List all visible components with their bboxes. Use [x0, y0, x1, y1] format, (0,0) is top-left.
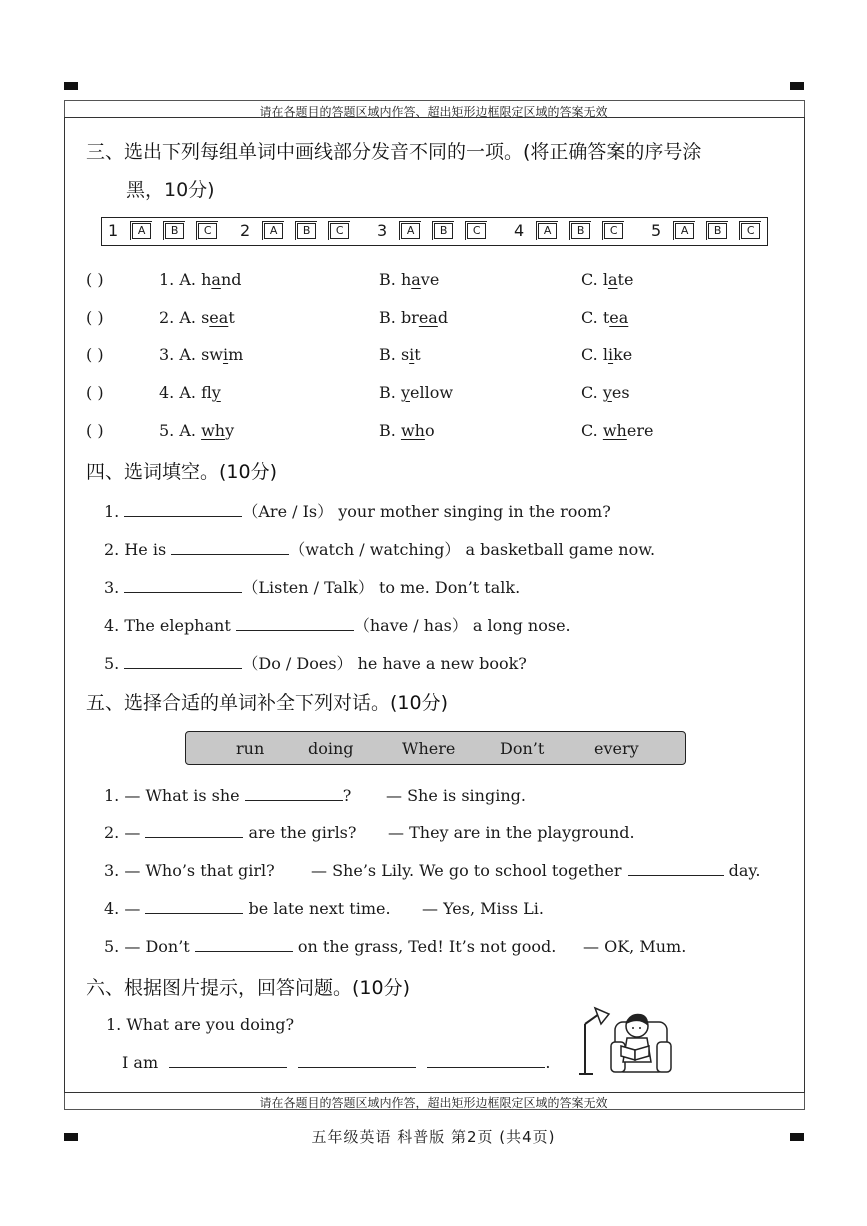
dialog-item-2-answer	[388, 823, 635, 842]
answer-card	[101, 217, 768, 246]
question-label: 4. A.	[159, 383, 202, 402]
dialog-item-3-question	[104, 861, 275, 880]
answer-paren-1[interactable]: ( )	[86, 270, 104, 289]
fill-choices: （Are / Is）	[242, 502, 334, 521]
notice-bottom: 请在各题目的答题区域内作答，超出矩形边框限定区域的答案无效	[259, 1096, 608, 1110]
fill-item-3	[104, 575, 520, 598]
answer-paren-2[interactable]: ( )	[86, 308, 104, 327]
answer-bubble-3-a[interactable]: A	[401, 223, 420, 239]
fill-prefix: 4. The elephant	[104, 616, 236, 635]
word-bank-doing: doing	[308, 739, 354, 758]
option-label: B.	[379, 308, 401, 327]
section6-answer-line	[122, 1053, 551, 1072]
option-label: B.	[379, 270, 401, 289]
option-label: C.	[581, 383, 603, 402]
question-1-option-b	[379, 270, 439, 289]
answer-end: .	[545, 1053, 551, 1072]
answer-paren-4[interactable]: ( )	[86, 383, 104, 402]
word-c: late	[602, 270, 634, 289]
answer-bubble-4-b[interactable]: B	[571, 223, 590, 239]
option-label: C.	[581, 421, 603, 440]
answer-bubble-1-b[interactable]: B	[165, 223, 184, 239]
option-label: C.	[581, 345, 603, 364]
answer-bubble-4-a[interactable]: A	[538, 223, 557, 239]
word-bank-where: Where	[402, 739, 456, 758]
question-3-option-b	[379, 345, 421, 364]
fill-blank-3[interactable]	[124, 578, 242, 593]
question-label: 3. A.	[159, 345, 202, 364]
dialog-blank-3[interactable]	[628, 861, 724, 876]
fill-suffix: he have a new book?	[352, 654, 527, 673]
fill-suffix: your mother singing in the room?	[333, 502, 611, 521]
answer-bubble-4-c[interactable]: C	[604, 223, 623, 239]
question-2-option-a	[159, 308, 235, 327]
answer-card-number: 2	[240, 221, 251, 240]
word-c: where	[602, 421, 654, 440]
option-label: B.	[379, 421, 401, 440]
fill-item-5	[104, 651, 527, 674]
dialog-blank-4[interactable]	[145, 899, 243, 914]
fill-blank-2[interactable]	[171, 540, 289, 555]
answer-bubble-1-c[interactable]: C	[198, 223, 217, 239]
question-label: 1. A.	[159, 270, 202, 289]
word-a: hand	[201, 270, 242, 289]
answer-card-number: 4	[514, 221, 525, 240]
dialog-question-prefix: 2. —	[104, 823, 146, 842]
word-c: yes	[602, 383, 630, 402]
word-c: like	[602, 345, 633, 364]
dialog-item-4-question	[104, 899, 391, 918]
question-2-option-b	[379, 308, 448, 327]
registration-mark-top-left	[64, 82, 78, 90]
fill-item-2	[104, 537, 655, 560]
question-5-option-b	[379, 421, 435, 440]
question-2-option-c	[581, 308, 628, 327]
notice-top: 请在各题目的答题区域内作答、超出矩形边框限定区域的答案无效	[259, 105, 608, 119]
dialog-answer-text: — She is singing.	[386, 786, 526, 805]
word-bank-run: run	[236, 739, 265, 758]
section5-title: 五、选择合适的单词补全下列对话。(10分)	[86, 692, 449, 714]
answer-bubble-5-a[interactable]: A	[675, 223, 694, 239]
word-a: swim	[201, 345, 244, 364]
boy-reading-illustration	[575, 1002, 675, 1078]
word-b: who	[400, 421, 435, 440]
dialog-blank-2[interactable]	[145, 823, 243, 838]
word-b: have	[400, 270, 440, 289]
answer-card-group-3	[377, 221, 486, 240]
section3-title-line2: 黑，10分)	[126, 179, 215, 201]
word-bank-every: every	[594, 739, 639, 758]
dialog-question-suffix: on the grass, Ted! It’s not good.	[292, 937, 557, 956]
word-bank-dont: Don’t	[500, 739, 545, 758]
section6-question: 1. What are you doing?	[106, 1015, 295, 1034]
section4-title: 四、选词填空。(10分)	[86, 461, 278, 483]
word-b: yellow	[400, 383, 454, 402]
word-b: bread	[400, 308, 449, 327]
question-4-option-c	[581, 383, 630, 402]
word-a: fly	[201, 383, 221, 402]
fill-prefix: 3.	[104, 578, 125, 597]
fill-prefix: 1.	[104, 502, 125, 521]
fill-suffix: to me. Don’t talk.	[373, 578, 521, 597]
question-1-option-c	[581, 270, 633, 289]
answer-card-number: 3	[377, 221, 388, 240]
dialog-question-prefix: 5. — Don’t	[104, 937, 195, 956]
word-a: why	[201, 421, 235, 440]
section6-title: 六、根据图片提示，回答问题。(10分)	[86, 977, 411, 999]
page-footer: 五年级英语 科普版 第2页 (共4页)	[311, 1128, 556, 1146]
answer-blank-2[interactable]	[298, 1053, 416, 1068]
option-label: B.	[379, 383, 401, 402]
dialog-question-suffix: be late next time.	[243, 899, 391, 918]
dialog-blank-1[interactable]	[245, 786, 343, 801]
section3-title-line1: 三、选出下列每组单词中画线部分发音不同的一项。(将正确答案的序号涂	[86, 141, 702, 163]
dialog-question-suffix: ?	[342, 786, 352, 805]
question-4-option-b	[379, 383, 453, 402]
word-c: tea	[602, 308, 629, 327]
fill-choices: （have / has）	[353, 616, 468, 635]
fill-blank-4[interactable]	[236, 616, 354, 631]
question-label: 2. A.	[159, 308, 202, 327]
answer-card-group-2	[240, 221, 349, 240]
dialog-question-prefix: 1. — What is she	[104, 786, 245, 805]
dialog-item-2-question	[104, 823, 356, 842]
answer-blank-1[interactable]	[169, 1053, 287, 1068]
answer-card-number: 5	[651, 221, 662, 240]
dialog-item-5-question	[104, 937, 556, 956]
fill-choices: （Do / Does）	[242, 654, 353, 673]
question-3-option-c	[581, 345, 632, 364]
dialog-item-4-answer	[422, 899, 544, 918]
question-1-option-a	[159, 270, 241, 289]
answer-card-group-1	[108, 221, 217, 240]
fill-suffix: a long nose.	[467, 616, 571, 635]
question-3-option-a	[159, 345, 243, 364]
option-label: C.	[581, 270, 603, 289]
option-label: B.	[379, 345, 401, 364]
word-a: seat	[201, 308, 235, 327]
dialog-blank-5[interactable]	[195, 937, 293, 952]
answer-bubble-3-c[interactable]: C	[467, 223, 486, 239]
answer-paren-3[interactable]: ( )	[86, 345, 104, 364]
word-b: sit	[400, 345, 421, 364]
answer-bubble-2-c[interactable]: C	[330, 223, 349, 239]
answer-bubble-5-c[interactable]: C	[741, 223, 760, 239]
dialog-item-1-question	[104, 786, 351, 805]
fill-choices: （watch / watching）	[289, 540, 461, 559]
fill-blank-5[interactable]	[124, 654, 242, 669]
word-bank	[185, 731, 686, 765]
answer-bubble-1-a[interactable]: A	[132, 223, 151, 239]
registration-mark-top-right	[790, 82, 804, 90]
dialog-answer-suffix: day.	[723, 861, 761, 880]
dialog-answer-text: — Yes, Miss Li.	[422, 899, 544, 918]
fill-blank-1[interactable]	[124, 502, 242, 517]
answer-paren-5[interactable]: ( )	[86, 421, 104, 440]
question-5-option-c	[581, 421, 653, 440]
answer-bubble-3-b[interactable]: B	[434, 223, 453, 239]
dialog-item-3-answer	[311, 861, 760, 880]
question-label: 5. A.	[159, 421, 202, 440]
fill-choices: （Listen / Talk）	[242, 578, 374, 597]
dialog-item-1-answer	[386, 786, 526, 805]
answer-bubble-2-b[interactable]: B	[297, 223, 316, 239]
dialog-answer-text: — They are in the playground.	[388, 823, 635, 842]
dialog-question-prefix: 4. —	[104, 899, 146, 918]
question-4-option-a	[159, 383, 221, 402]
answer-prefix: I am	[122, 1053, 159, 1072]
question-5-option-a	[159, 421, 234, 440]
answer-card-group-5	[651, 221, 760, 240]
dialog-answer-text: — OK, Mum.	[583, 937, 687, 956]
option-label: C.	[581, 308, 603, 327]
answer-card-number: 1	[108, 221, 119, 240]
answer-blank-3[interactable]	[427, 1053, 545, 1068]
answer-card-group-4	[514, 221, 623, 240]
dialog-question-prefix: 3. — Who’s that girl?	[104, 861, 275, 880]
dialog-answer-text: — She’s Lily. We go to school together	[311, 861, 622, 880]
fill-suffix: a basketball game now.	[460, 540, 656, 559]
answer-bubble-5-b[interactable]: B	[708, 223, 727, 239]
dialog-item-5-answer	[583, 937, 686, 956]
dialog-question-suffix: are the girls?	[243, 823, 357, 842]
fill-prefix: 2. He is	[104, 540, 172, 559]
fill-item-4	[104, 613, 571, 636]
answer-bubble-2-a[interactable]: A	[264, 223, 283, 239]
fill-item-1	[104, 499, 611, 522]
fill-prefix: 5.	[104, 654, 125, 673]
